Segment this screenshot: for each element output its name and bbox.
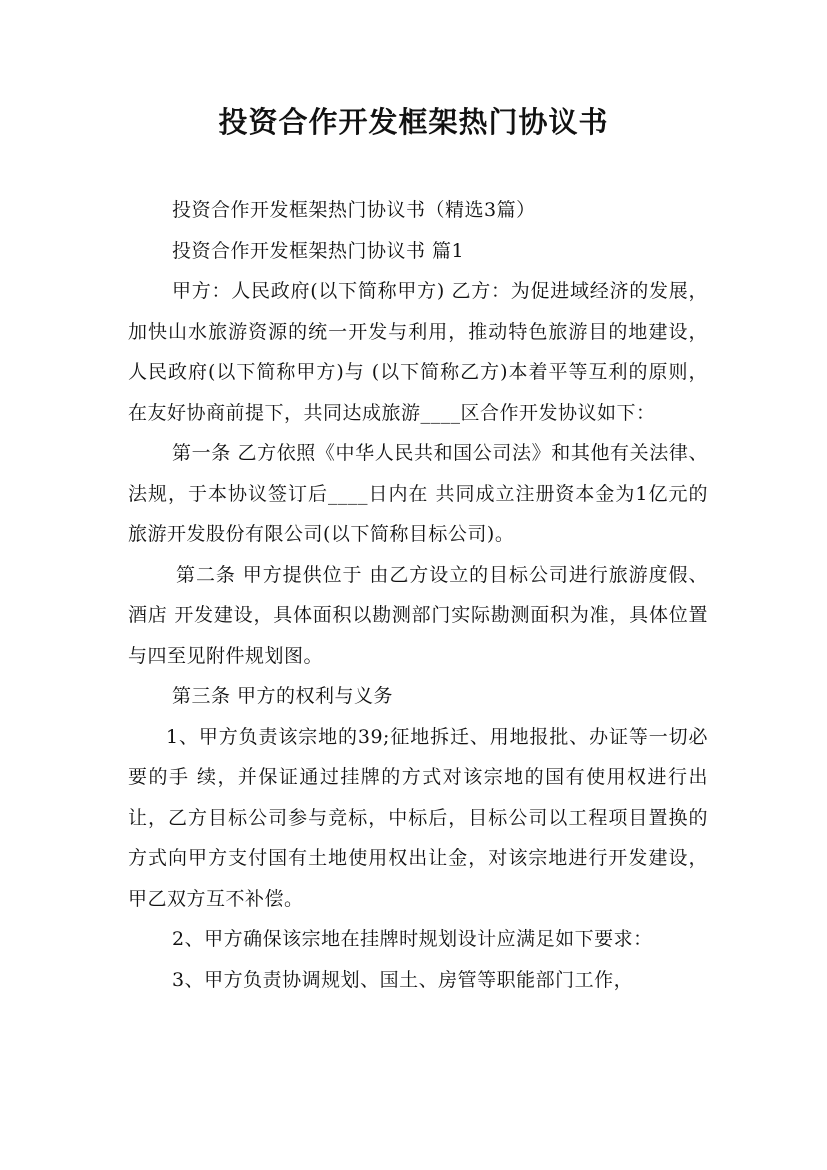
clause-2-paragraph: 2、甲方确保该宗地在挂牌时规划设计应满足如下要求： — [172, 928, 653, 950]
document-title: 投资合作开发框架热门协议书 — [218, 105, 609, 139]
subtitle-line: 投资合作开发框架热门协议书（精选3篇） — [172, 199, 536, 221]
clause-1-paragraph: 1、甲方负责该宗地的39;征地拆迁、用地报批、办证等一切必要的手 续，并保证通过挂牌的方式对该宗地的国有使用权进行出让，乙方目标公司参与竞标，中标后，目标公司以工程项目置换的方式向甲方支付国有土地使用权出让金，对该宗地进行开发建设，甲乙双方互不补偿。 — [128, 725, 708, 910]
section-heading: 投资合作开发框架热门协议书 篇1 — [172, 239, 465, 262]
article-1-paragraph: 第一条 乙方依照《中华人民共和国公司法》和其他有关法律、法规，于本协议签订后____日内在 共同成立注册资本金为1亿元的 旅游开发股份有限公司(以下简称目标公司)。 — [128, 442, 708, 545]
article-2-paragraph: 第二条 甲方提供位于 由乙方设立的目标公司进行旅游度假、酒店 开发建设，具体面积以勘测部门实际勘测面积为准，具体位置与四至见附件规划图。 — [128, 563, 708, 667]
clause-3-paragraph: 3、甲方负责协调规划、国土、房管等职能部门工作， — [172, 968, 634, 991]
document-body — [128, 190, 708, 1000]
preamble-paragraph: 甲方：人民政府(以下简称甲方) 乙方：为促进域经济的发展，加快山水旅游资源的统一开发与利用，推动特色旅游目的地建设，人民政府(以下简称甲方)与 (以下简称乙方)本着平等互利的原则，在友好协商前提下，共同达成旅游____区合作开发协议如下： — [128, 280, 708, 424]
article-3-heading: 第三条 甲方的权利与义务 — [172, 685, 394, 707]
